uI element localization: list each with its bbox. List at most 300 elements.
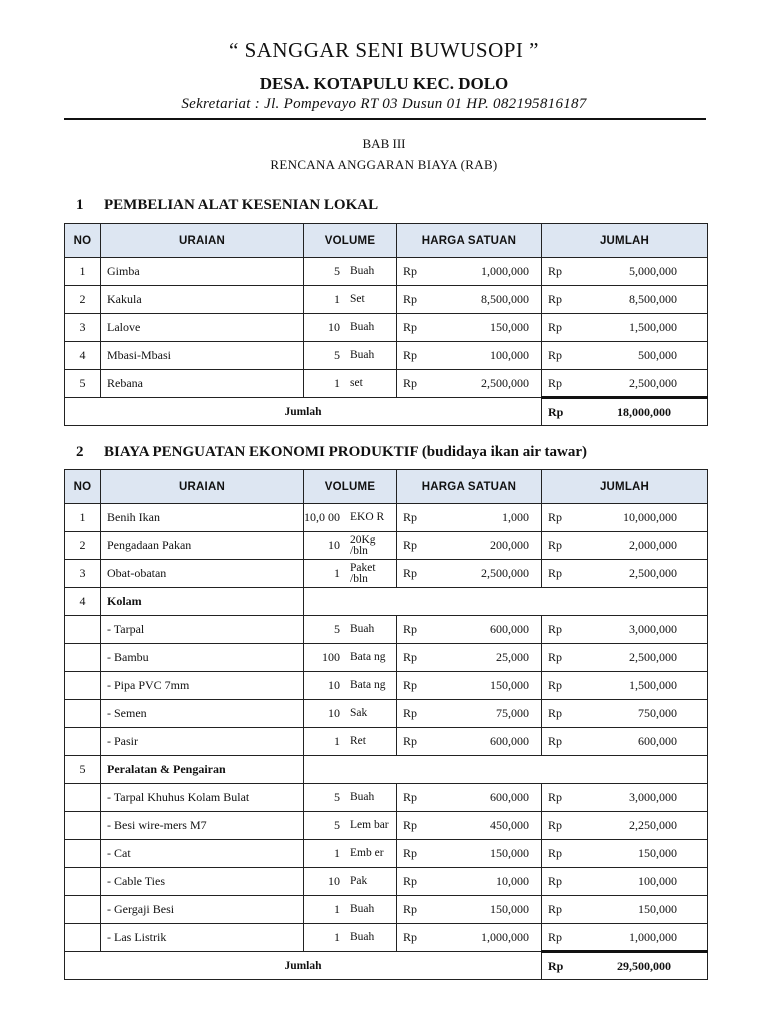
row-harga-satuan [397, 532, 542, 560]
currency-label: Rp [403, 622, 418, 636]
document-title: “ SANGGAR SENI BUWUSOPI ” [229, 38, 539, 62]
row-no [65, 812, 101, 840]
volume-qty: 1 [334, 846, 340, 860]
line-total: 500,000 [638, 348, 677, 362]
row-volume [304, 314, 397, 342]
section-1-heading [64, 197, 378, 214]
total-label: Jumlah [65, 398, 542, 426]
col-uraian: URAIAN [101, 470, 304, 504]
group-empty-cell [304, 588, 708, 616]
line-total: 1,000,000 [629, 929, 677, 944]
line-total: 2,500,000 [629, 375, 677, 390]
currency-label: Rp [548, 734, 563, 748]
currency-label: Rp [403, 538, 418, 552]
row-volume [304, 700, 397, 728]
currency-label: Rp [403, 930, 418, 944]
table-row [65, 812, 708, 840]
volume-qty: 1 [334, 930, 340, 944]
row-jumlah [542, 924, 708, 952]
unit-price: 200,000 [490, 538, 529, 552]
total-row [65, 952, 708, 980]
volume-qty: 100 [322, 650, 340, 664]
currency-label: Rp [548, 706, 563, 720]
volume-wrap [304, 846, 396, 861]
row-uraian: - Las Listrik [101, 924, 304, 952]
document-subtitle: DESA. KOTAPULU KEC. DOLO [259, 74, 509, 93]
total-wrap [542, 818, 707, 833]
price-wrap [397, 902, 541, 917]
unit-price: 150,000 [490, 846, 529, 860]
volume-qty: 1 [334, 292, 340, 306]
volume-wrap [304, 874, 396, 889]
volume-wrap [304, 734, 396, 749]
row-harga-satuan [397, 504, 542, 532]
volume-wrap [304, 264, 396, 279]
currency-label: Rp [403, 292, 418, 306]
currency-label: Rp [548, 678, 563, 692]
row-harga-satuan [397, 644, 542, 672]
line-total: 2,250,000 [629, 818, 677, 832]
volume-unit: Ret [350, 735, 366, 747]
row-volume [304, 812, 397, 840]
row-no [65, 672, 101, 700]
row-uraian: - Besi wire-mers M7 [101, 812, 304, 840]
volume-wrap [304, 292, 396, 307]
volume-unit: Buah [350, 623, 375, 635]
total-wrap [542, 874, 707, 889]
line-total: 2,500,000 [629, 650, 677, 664]
price-wrap [397, 874, 541, 889]
total-wrap [542, 790, 707, 805]
row-uraian: Gimba [101, 258, 304, 286]
row-volume [304, 616, 397, 644]
volume-wrap [304, 348, 396, 363]
price-wrap [397, 348, 541, 363]
section-2-table [64, 469, 708, 980]
table-row [65, 616, 708, 644]
price-wrap [397, 510, 541, 525]
total-wrap [542, 706, 707, 721]
chapter-title: RENCANA ANGGARAN BIAYA (RAB) [270, 157, 498, 172]
price-wrap [397, 292, 541, 307]
price-wrap [397, 264, 541, 279]
table-header-row [65, 470, 708, 504]
row-volume [304, 342, 397, 370]
volume-qty: 10 [328, 320, 340, 334]
unit-price: 1,000 [502, 510, 529, 524]
price-wrap [397, 930, 541, 945]
grand-total-cell [542, 952, 708, 980]
total-wrap [542, 734, 707, 749]
currency-label: Rp [548, 902, 563, 916]
volume-wrap [304, 706, 396, 721]
volume-wrap [304, 622, 396, 637]
table-row [65, 896, 708, 924]
table-row [65, 644, 708, 672]
row-no: 3 [65, 560, 101, 588]
table-row [65, 342, 708, 370]
unit-price: 1,000,000 [481, 264, 529, 278]
row-uraian: - Pipa PVC 7mm [101, 672, 304, 700]
volume-qty: 5 [334, 790, 340, 804]
row-uraian: Kolam [101, 588, 304, 616]
currency-label: Rp [403, 678, 418, 692]
volume-unit: Buah [350, 791, 375, 803]
row-volume [304, 286, 397, 314]
volume-unit: Paket /bln [350, 561, 376, 585]
unit-price: 75,000 [496, 706, 529, 720]
line-total: 1,500,000 [629, 678, 677, 692]
unit-price: 150,000 [490, 678, 529, 692]
currency-label: Rp [548, 874, 563, 888]
row-jumlah [542, 286, 708, 314]
table-row [65, 370, 708, 398]
table-row [65, 840, 708, 868]
row-uraian: - Cable Ties [101, 868, 304, 896]
row-harga-satuan [397, 370, 542, 398]
price-wrap [397, 846, 541, 861]
row-harga-satuan [397, 560, 542, 588]
row-jumlah [542, 868, 708, 896]
row-no [65, 644, 101, 672]
row-uraian: Rebana [101, 370, 304, 398]
row-uraian: - Bambu [101, 644, 304, 672]
row-no: 4 [65, 588, 101, 616]
col-harga-satuan: HARGA SATUAN [397, 224, 542, 258]
price-wrap [397, 650, 541, 665]
row-no: 3 [65, 314, 101, 342]
currency-label: Rp [548, 510, 563, 524]
currency-label: Rp [403, 706, 418, 720]
currency-label: Rp [403, 734, 418, 748]
price-wrap [397, 706, 541, 721]
row-volume [304, 924, 397, 952]
row-harga-satuan [397, 672, 542, 700]
total-wrap [542, 650, 707, 665]
table-row [65, 672, 708, 700]
row-harga-satuan [397, 896, 542, 924]
row-volume [304, 840, 397, 868]
table-row [65, 868, 708, 896]
row-no: 5 [65, 756, 101, 784]
currency-label: Rp [403, 902, 418, 916]
grand-total: 29,500,000 [617, 958, 671, 973]
currency-label: Rp [403, 376, 418, 390]
currency-label: Rp [548, 264, 563, 278]
unit-price: 600,000 [490, 622, 529, 636]
currency-label: Rp [548, 818, 563, 832]
row-volume [304, 644, 397, 672]
row-volume [304, 896, 397, 924]
row-volume [304, 370, 397, 398]
unit-price: 2,500,000 [481, 376, 529, 390]
chapter-label: BAB III [362, 136, 406, 151]
currency-label: Rp [548, 790, 563, 804]
row-uraian: - Tarpal [101, 616, 304, 644]
row-jumlah [542, 258, 708, 286]
col-volume: VOLUME [304, 470, 397, 504]
volume-unit: Buah [350, 349, 375, 361]
volume-unit: Sak [350, 707, 368, 719]
row-volume [304, 728, 397, 756]
row-jumlah [542, 504, 708, 532]
row-no [65, 924, 101, 952]
row-no [65, 700, 101, 728]
unit-price: 10,000 [496, 874, 529, 888]
volume-unit: Lem bar [350, 819, 389, 831]
row-jumlah [542, 700, 708, 728]
currency-label: Rp [403, 264, 418, 278]
group-row [65, 588, 708, 616]
line-total: 10,000,000 [623, 510, 677, 524]
unit-price: 25,000 [496, 650, 529, 664]
row-harga-satuan [397, 314, 542, 342]
total-wrap [542, 566, 707, 581]
total-wrap [542, 902, 707, 917]
row-uraian: Peralatan & Pengairan [101, 756, 304, 784]
row-no [65, 896, 101, 924]
grand-total-wrap [542, 959, 707, 974]
total-label: Jumlah [65, 952, 542, 980]
currency-label: Rp [548, 650, 563, 664]
col-no: NO [65, 470, 101, 504]
row-jumlah [542, 672, 708, 700]
line-total: 2,500,000 [629, 566, 677, 580]
unit-price: 450,000 [490, 818, 529, 832]
volume-wrap [304, 510, 396, 525]
row-no [65, 728, 101, 756]
volume-wrap [304, 902, 396, 917]
line-total: 8,500,000 [629, 292, 677, 306]
row-no [65, 616, 101, 644]
row-harga-satuan [397, 868, 542, 896]
row-uraian: - Pasir [101, 728, 304, 756]
total-wrap [542, 538, 707, 553]
col-harga-satuan: HARGA SATUAN [397, 470, 542, 504]
currency-label: Rp [403, 320, 418, 334]
currency-label: Rp [403, 818, 418, 832]
row-harga-satuan [397, 286, 542, 314]
col-jumlah: JUMLAH [542, 470, 708, 504]
row-harga-satuan [397, 840, 542, 868]
line-total: 3,000,000 [629, 622, 677, 636]
row-volume [304, 532, 397, 560]
price-wrap [397, 622, 541, 637]
unit-price: 150,000 [490, 902, 529, 916]
total-wrap [542, 320, 707, 335]
volume-unit: Buah [350, 903, 375, 915]
row-jumlah [542, 840, 708, 868]
total-wrap [542, 930, 707, 945]
volume-wrap [304, 563, 396, 585]
row-uraian: Mbasi-Mbasi [101, 342, 304, 370]
volume-wrap [304, 678, 396, 693]
row-volume [304, 868, 397, 896]
section-1-title: PEMBELIAN ALAT KESENIAN LOKAL [104, 197, 379, 213]
row-harga-satuan [397, 924, 542, 952]
grand-total-cell [542, 398, 708, 426]
row-uraian: Benih Ikan [101, 504, 304, 532]
price-wrap [397, 790, 541, 805]
table-row [65, 504, 708, 532]
currency-label: Rp [403, 566, 418, 580]
table-row [65, 728, 708, 756]
row-volume [304, 504, 397, 532]
line-total: 600,000 [638, 734, 677, 748]
unit-price: 600,000 [490, 790, 529, 804]
price-wrap [397, 678, 541, 693]
row-jumlah [542, 532, 708, 560]
row-uraian: - Tarpal Khuhus Kolam Bulat [101, 784, 304, 812]
row-harga-satuan [397, 728, 542, 756]
volume-wrap [304, 650, 396, 665]
row-no: 2 [65, 286, 101, 314]
row-volume [304, 784, 397, 812]
line-total: 100,000 [638, 874, 677, 888]
row-jumlah [542, 370, 708, 398]
price-wrap [397, 320, 541, 335]
row-volume [304, 258, 397, 286]
table-row [65, 700, 708, 728]
line-total: 3,000,000 [629, 790, 677, 804]
row-uraian: Kakula [101, 286, 304, 314]
volume-unit: set [350, 377, 363, 389]
currency-label: Rp [403, 790, 418, 804]
unit-price: 8,500,000 [481, 292, 529, 306]
currency-label: Rp [548, 958, 564, 973]
currency-label: Rp [548, 292, 563, 306]
volume-qty: 5 [334, 818, 340, 832]
volume-unit: EKO R [350, 511, 385, 523]
line-total: 150,000 [638, 846, 677, 860]
price-wrap [397, 376, 541, 391]
volume-unit: Pak [350, 875, 368, 887]
row-jumlah [542, 728, 708, 756]
currency-label: Rp [403, 348, 418, 362]
volume-qty: 10 [328, 874, 340, 888]
volume-qty: 1 [334, 734, 340, 748]
table-row [65, 784, 708, 812]
total-wrap [542, 510, 707, 525]
unit-price: 600,000 [490, 734, 529, 748]
row-harga-satuan [397, 812, 542, 840]
volume-wrap [304, 930, 396, 945]
row-harga-satuan [397, 616, 542, 644]
table-row [65, 532, 708, 560]
currency-label: Rp [403, 510, 418, 524]
table-row [65, 924, 708, 952]
total-row [65, 398, 708, 426]
currency-label: Rp [403, 846, 418, 860]
row-no: 4 [65, 342, 101, 370]
section-2-number: 2 [76, 444, 84, 460]
currency-label: Rp [548, 566, 563, 580]
currency-label: Rp [548, 929, 563, 944]
volume-wrap [304, 818, 396, 833]
row-no: 2 [65, 532, 101, 560]
row-volume [304, 560, 397, 588]
row-jumlah [542, 896, 708, 924]
volume-qty: 5 [334, 264, 340, 278]
volume-qty: 1 [334, 376, 340, 390]
table-row [65, 314, 708, 342]
row-uraian: - Gergaji Besi [101, 896, 304, 924]
total-wrap [542, 846, 707, 861]
row-uraian: - Cat [101, 840, 304, 868]
currency-label: Rp [548, 375, 563, 390]
total-wrap [542, 292, 707, 307]
secretariat-address: Sekretariat : Jl. Pompevayo RT 03 Dusun 01 HP. 082195816187 [181, 96, 587, 112]
section-2-subtitle: (budidaya ikan air tawar) [421, 444, 587, 460]
total-wrap [542, 348, 707, 363]
row-uraian: Obat-obatan [101, 560, 304, 588]
currency-label: Rp [548, 538, 563, 552]
section-2-title: BIAYA PENGUATAN EKONOMI PRODUKTIF [104, 444, 419, 460]
volume-unit: Set [350, 293, 365, 305]
section-1-table [64, 223, 708, 426]
volume-qty: 5 [334, 622, 340, 636]
volume-qty: 5 [334, 348, 340, 362]
price-wrap [397, 734, 541, 749]
table-row [65, 560, 708, 588]
section-1-number: 1 [76, 197, 84, 213]
row-no: 1 [65, 258, 101, 286]
row-jumlah [542, 812, 708, 840]
row-jumlah [542, 342, 708, 370]
volume-unit: Buah [350, 931, 375, 943]
price-wrap [397, 818, 541, 833]
unit-price: 100,000 [490, 348, 529, 362]
volume-unit: Bata ng [350, 679, 386, 691]
row-jumlah [542, 616, 708, 644]
line-total: 150,000 [638, 902, 677, 916]
row-no: 5 [65, 370, 101, 398]
volume-qty: 1 [334, 902, 340, 916]
group-row [65, 756, 708, 784]
volume-qty: 1 [334, 566, 340, 580]
line-total: 1,500,000 [629, 320, 677, 334]
grand-total: 18,000,000 [617, 404, 671, 419]
volume-qty: 10 [328, 678, 340, 692]
row-no [65, 840, 101, 868]
volume-wrap [304, 376, 396, 391]
header-divider [64, 118, 706, 120]
volume-unit: Emb er [350, 847, 384, 859]
currency-label: Rp [548, 846, 563, 860]
line-total: 2,000,000 [629, 538, 677, 552]
col-jumlah: JUMLAH [542, 224, 708, 258]
line-total: 750,000 [638, 706, 677, 720]
section-2-heading [64, 444, 587, 461]
currency-label: Rp [403, 874, 418, 888]
row-jumlah [542, 560, 708, 588]
currency-label: Rp [548, 404, 564, 419]
volume-qty: 10 [328, 706, 340, 720]
unit-price: 1,000,000 [481, 930, 529, 944]
price-wrap [397, 538, 541, 553]
row-jumlah [542, 784, 708, 812]
row-uraian: Lalove [101, 314, 304, 342]
row-harga-satuan [397, 342, 542, 370]
volume-wrap [304, 320, 396, 335]
grand-total-wrap [542, 405, 707, 420]
row-uraian: - Semen [101, 700, 304, 728]
unit-price: 2,500,000 [481, 566, 529, 580]
row-harga-satuan [397, 258, 542, 286]
row-harga-satuan [397, 700, 542, 728]
currency-label: Rp [548, 320, 563, 334]
volume-wrap [304, 535, 396, 557]
